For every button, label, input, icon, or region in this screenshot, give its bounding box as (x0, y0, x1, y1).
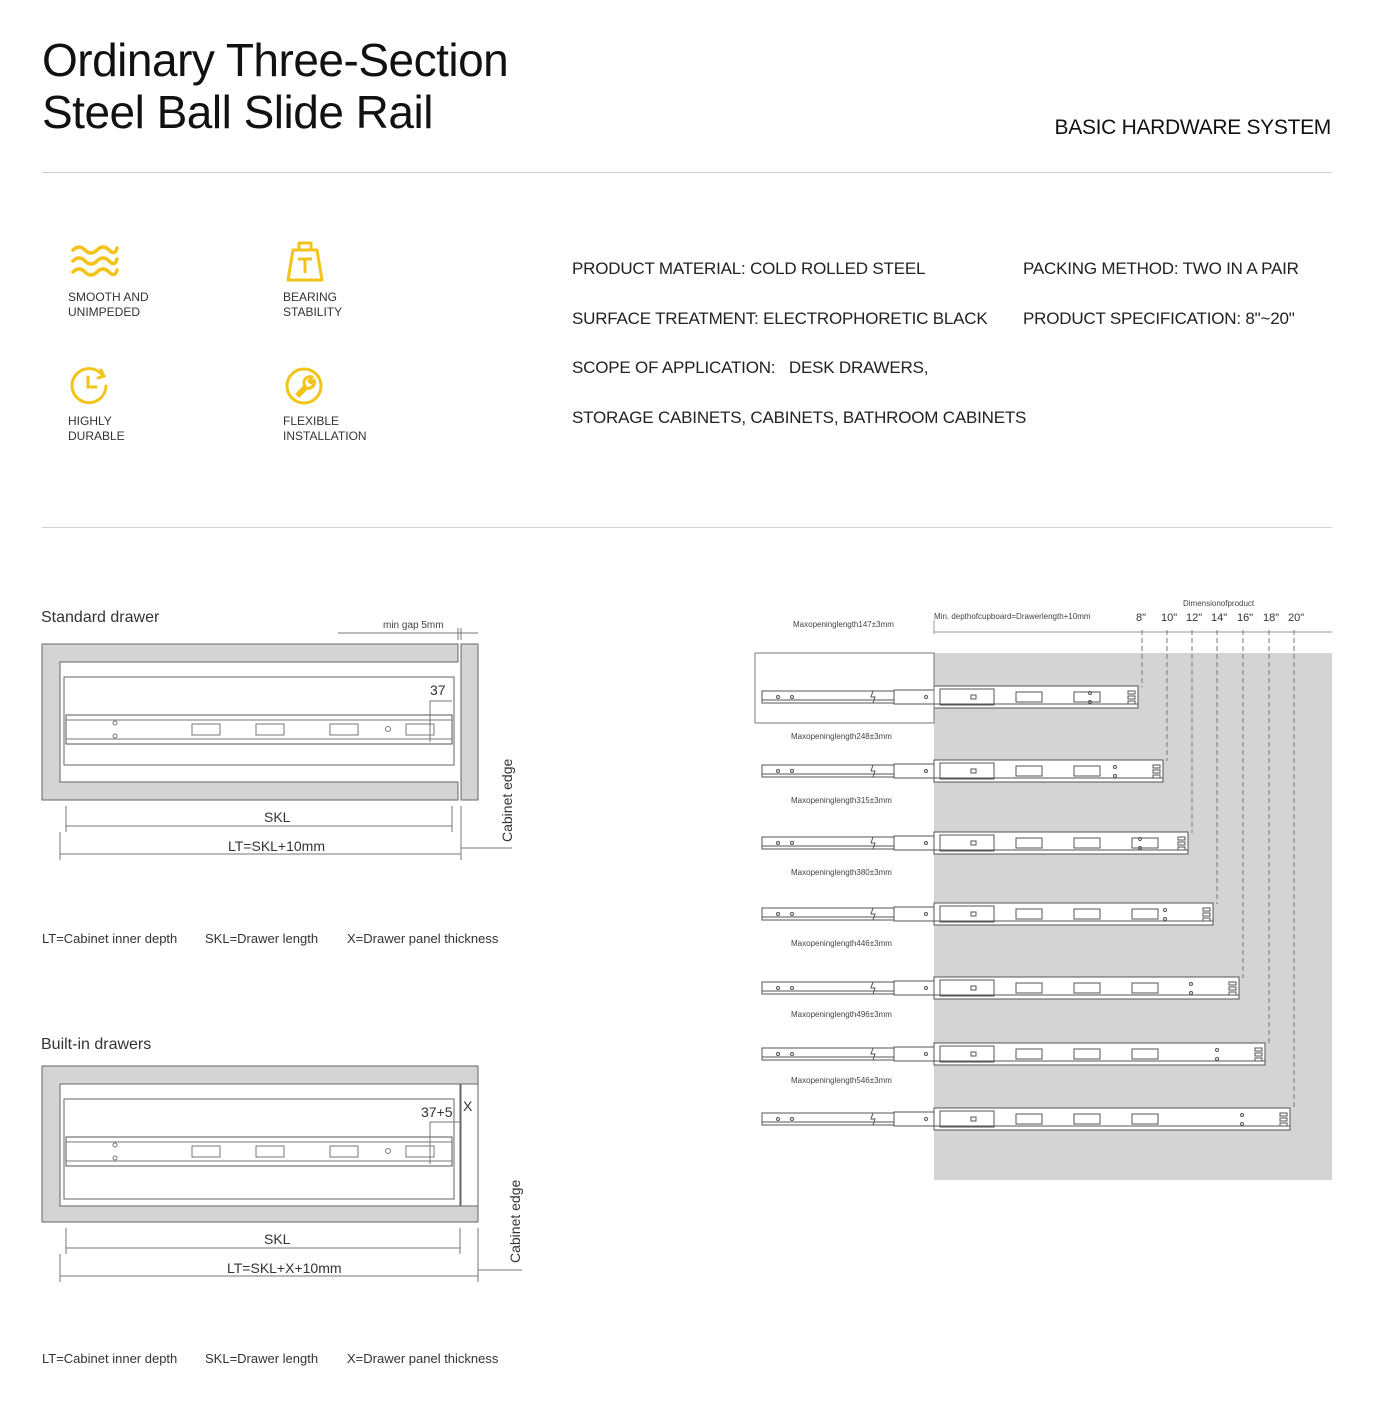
slide-rail-6 (762, 1108, 1290, 1130)
dimension-chart (740, 590, 1340, 1190)
slide-rail-4 (762, 977, 1239, 999)
size-label-5: 18" (1263, 612, 1280, 624)
feature-installation-line1: FLEXIBLE (283, 414, 340, 428)
slide-rail-0 (762, 686, 1138, 708)
size-label-0: 8" (1136, 612, 1147, 624)
builtin-legend-x: X=Drawer panel thickness (347, 1351, 499, 1366)
opening-label-5: Maxopeninglength496±3mm (791, 1010, 892, 1019)
standard-legend-lt: LT=Cabinet inner depth (42, 931, 178, 946)
slide-rail-5 (762, 1043, 1265, 1065)
feature-durable-line2: DURABLE (68, 429, 125, 443)
system-label: BASIC HARDWARE SYSTEM (1054, 116, 1331, 139)
size-label-4: 16" (1237, 612, 1254, 624)
spec-scope-line1: SCOPE OF APPLICATION: DESK DRAWERS, (572, 358, 929, 377)
opening-label-0: Maxopeninglength147±3mm (793, 620, 894, 629)
builtin-legend-lt: LT=Cabinet inner depth (42, 1351, 178, 1366)
builtin-drawer-heading: Built-in drawers (41, 1036, 152, 1053)
builtin-skl-label: SKL (264, 1231, 291, 1247)
drawer-front-outline (755, 653, 934, 723)
lt-label: LT=SKL+10mm (228, 838, 326, 854)
spec-surface: SURFACE TREATMENT: ELECTROPHORETIC BLACK (572, 309, 988, 328)
cabinet-edge-label: Cabinet edge (499, 758, 515, 842)
builtin-legend-skl: SKL=Drawer length (205, 1351, 319, 1366)
feature-installation-line2: INSTALLATION (283, 429, 367, 443)
title-line-1: Ordinary Three-Section (42, 34, 509, 86)
size-label-2: 12" (1186, 612, 1203, 624)
size-label-3: 14" (1211, 612, 1228, 624)
opening-label-2: Maxopeninglength315±3mm (791, 796, 892, 805)
standard-drawer-heading: Standard drawer (41, 609, 160, 626)
spec-scope-line2: STORAGE CABINETS, CABINETS, BATHROOM CABINETS (572, 408, 1027, 427)
size-label-6: 20" (1288, 612, 1305, 624)
feature-smooth-line1: SMOOTH AND (68, 290, 149, 304)
spec-specification: PRODUCT SPECIFICATION: 8"~20" (1023, 309, 1295, 328)
offset-37-5-label: 37+5 (421, 1104, 453, 1120)
slide-rail-3 (762, 903, 1213, 925)
standard-drawer-diagram (0, 0, 540, 1000)
opening-label-6: Maxopeninglength546±3mm (791, 1076, 892, 1085)
opening-label-1: Maxopeninglength248±3mm (791, 732, 892, 741)
opening-label-4: Maxopeninglength446±3mm (791, 939, 892, 948)
skl-label: SKL (264, 809, 291, 825)
x-label: X (463, 1098, 473, 1114)
feature-bearing-line1: BEARING (283, 290, 338, 304)
slide-rail-1 (762, 760, 1163, 782)
opening-label-3: Maxopeninglength380±3mm (791, 868, 892, 877)
feature-bearing-line2: STABILITY (283, 305, 343, 319)
spec-material: PRODUCT MATERIAL: COLD ROLLED STEEL (572, 259, 926, 278)
feature-smooth-line2: UNIMPEDED (68, 305, 141, 319)
min-gap-label: min gap 5mm (383, 620, 444, 631)
feature-durable-line1: HIGHLY (68, 414, 112, 428)
title-line-2: Steel Ball Slide Rail (42, 86, 433, 138)
spec-packing: PACKING METHOD: TWO IN A PAIR (1023, 259, 1299, 278)
size-label-1: 10" (1161, 612, 1178, 624)
offset-37-label: 37 (430, 682, 446, 698)
slide-rail-2 (762, 832, 1188, 854)
min-depth-label: Min. depthofcupboard=Drawerlength+10mm (934, 612, 1091, 621)
standard-legend-x: X=Drawer panel thickness (347, 931, 499, 946)
dimension-title: Dimensionofproduct (1183, 599, 1255, 608)
builtin-lt-label: LT=SKL+X+10mm (227, 1260, 342, 1276)
standard-legend-skl: SKL=Drawer length (205, 931, 319, 946)
builtin-cabinet-edge-label: Cabinet edge (507, 1179, 523, 1263)
builtin-drawer-diagram (0, 1000, 540, 1400)
